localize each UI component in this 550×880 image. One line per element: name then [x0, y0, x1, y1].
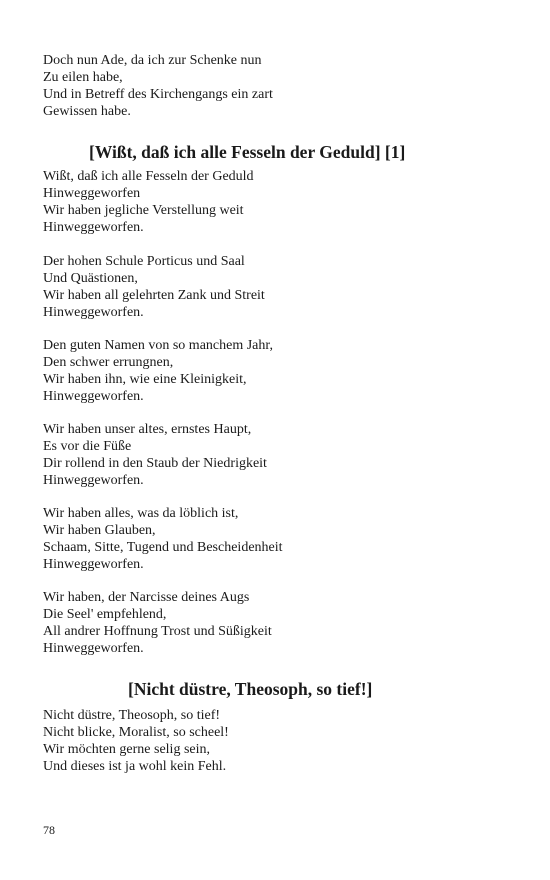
verse-line: Hinweggeworfen. — [43, 557, 144, 572]
stanza — [43, 168, 254, 236]
stanza — [43, 337, 273, 405]
verse-line: Doch nun Ade, da ich zur Schenke nun — [43, 53, 262, 68]
verse-line: Den schwer errungnen, — [43, 355, 174, 370]
stanza — [43, 589, 272, 657]
verse-line: Hinweggeworfen. — [43, 305, 144, 320]
verse-line: Und dieses ist ja wohl kein Fehl. — [43, 759, 227, 774]
stanza — [43, 253, 265, 321]
page-number: 78 — [43, 823, 55, 837]
verse-line: Schaam, Sitte, Tugend und Bescheidenheit — [43, 540, 283, 555]
verse-line: Nicht düstre, Theosoph, so tief! — [43, 708, 221, 723]
verse-line: Hinweggeworfen — [43, 186, 141, 201]
verse-line: Hinweggeworfen. — [43, 641, 144, 656]
verse-line: Es vor die Füße — [43, 439, 132, 454]
verse-line: Nicht blicke, Moralist, so scheel! — [43, 725, 229, 740]
verse-line: Die Seel' empfehlend, — [43, 607, 167, 622]
verse-line: Zu eilen habe, — [43, 70, 123, 85]
verse-line: Hinweggeworfen. — [43, 220, 144, 235]
verse-line: Dir rollend in den Staub der Niedrigkeit — [43, 456, 267, 471]
verse-line: Den guten Namen von so manchem Jahr, — [43, 338, 273, 353]
poem-title: [Wißt, daß ich alle Fesseln der Geduld] [1] — [89, 142, 406, 162]
verse-line: Und in Betreff des Kirchengangs ein zart — [43, 87, 273, 102]
verse-line: Hinweggeworfen. — [43, 473, 144, 488]
intro-stanza — [43, 52, 273, 120]
verse-line: Und Quästionen, — [43, 271, 138, 286]
verse-line: Wir haben alles, was da löblich ist, — [43, 506, 239, 521]
verse-line: Wir haben ihn, wie eine Kleinigkeit, — [43, 372, 247, 387]
verse-line: Gewissen habe. — [43, 104, 131, 119]
verse-line: Wir möchten gerne selig sein, — [43, 742, 210, 757]
verse-line: Hinweggeworfen. — [43, 389, 144, 404]
verse-line: Wißt, daß ich alle Fesseln der Geduld — [43, 169, 254, 184]
poem-title: [Nicht düstre, Theosoph, so tief!] — [128, 679, 373, 699]
verse-line: Wir haben Glauben, — [43, 523, 156, 538]
stanza — [43, 421, 267, 489]
verse-line: Wir haben jegliche Verstellung weit — [43, 203, 244, 218]
stanza — [43, 707, 229, 775]
stanza — [43, 505, 283, 573]
verse-line: Wir haben, der Narcisse deines Augs — [43, 590, 250, 605]
verse-line: Der hohen Schule Porticus und Saal — [43, 254, 245, 269]
verse-line: Wir haben unser altes, ernstes Haupt, — [43, 422, 252, 437]
verse-line: Wir haben all gelehrten Zank und Streit — [43, 288, 265, 303]
verse-line: All andrer Hoffnung Trost und Süßigkeit — [43, 624, 272, 639]
